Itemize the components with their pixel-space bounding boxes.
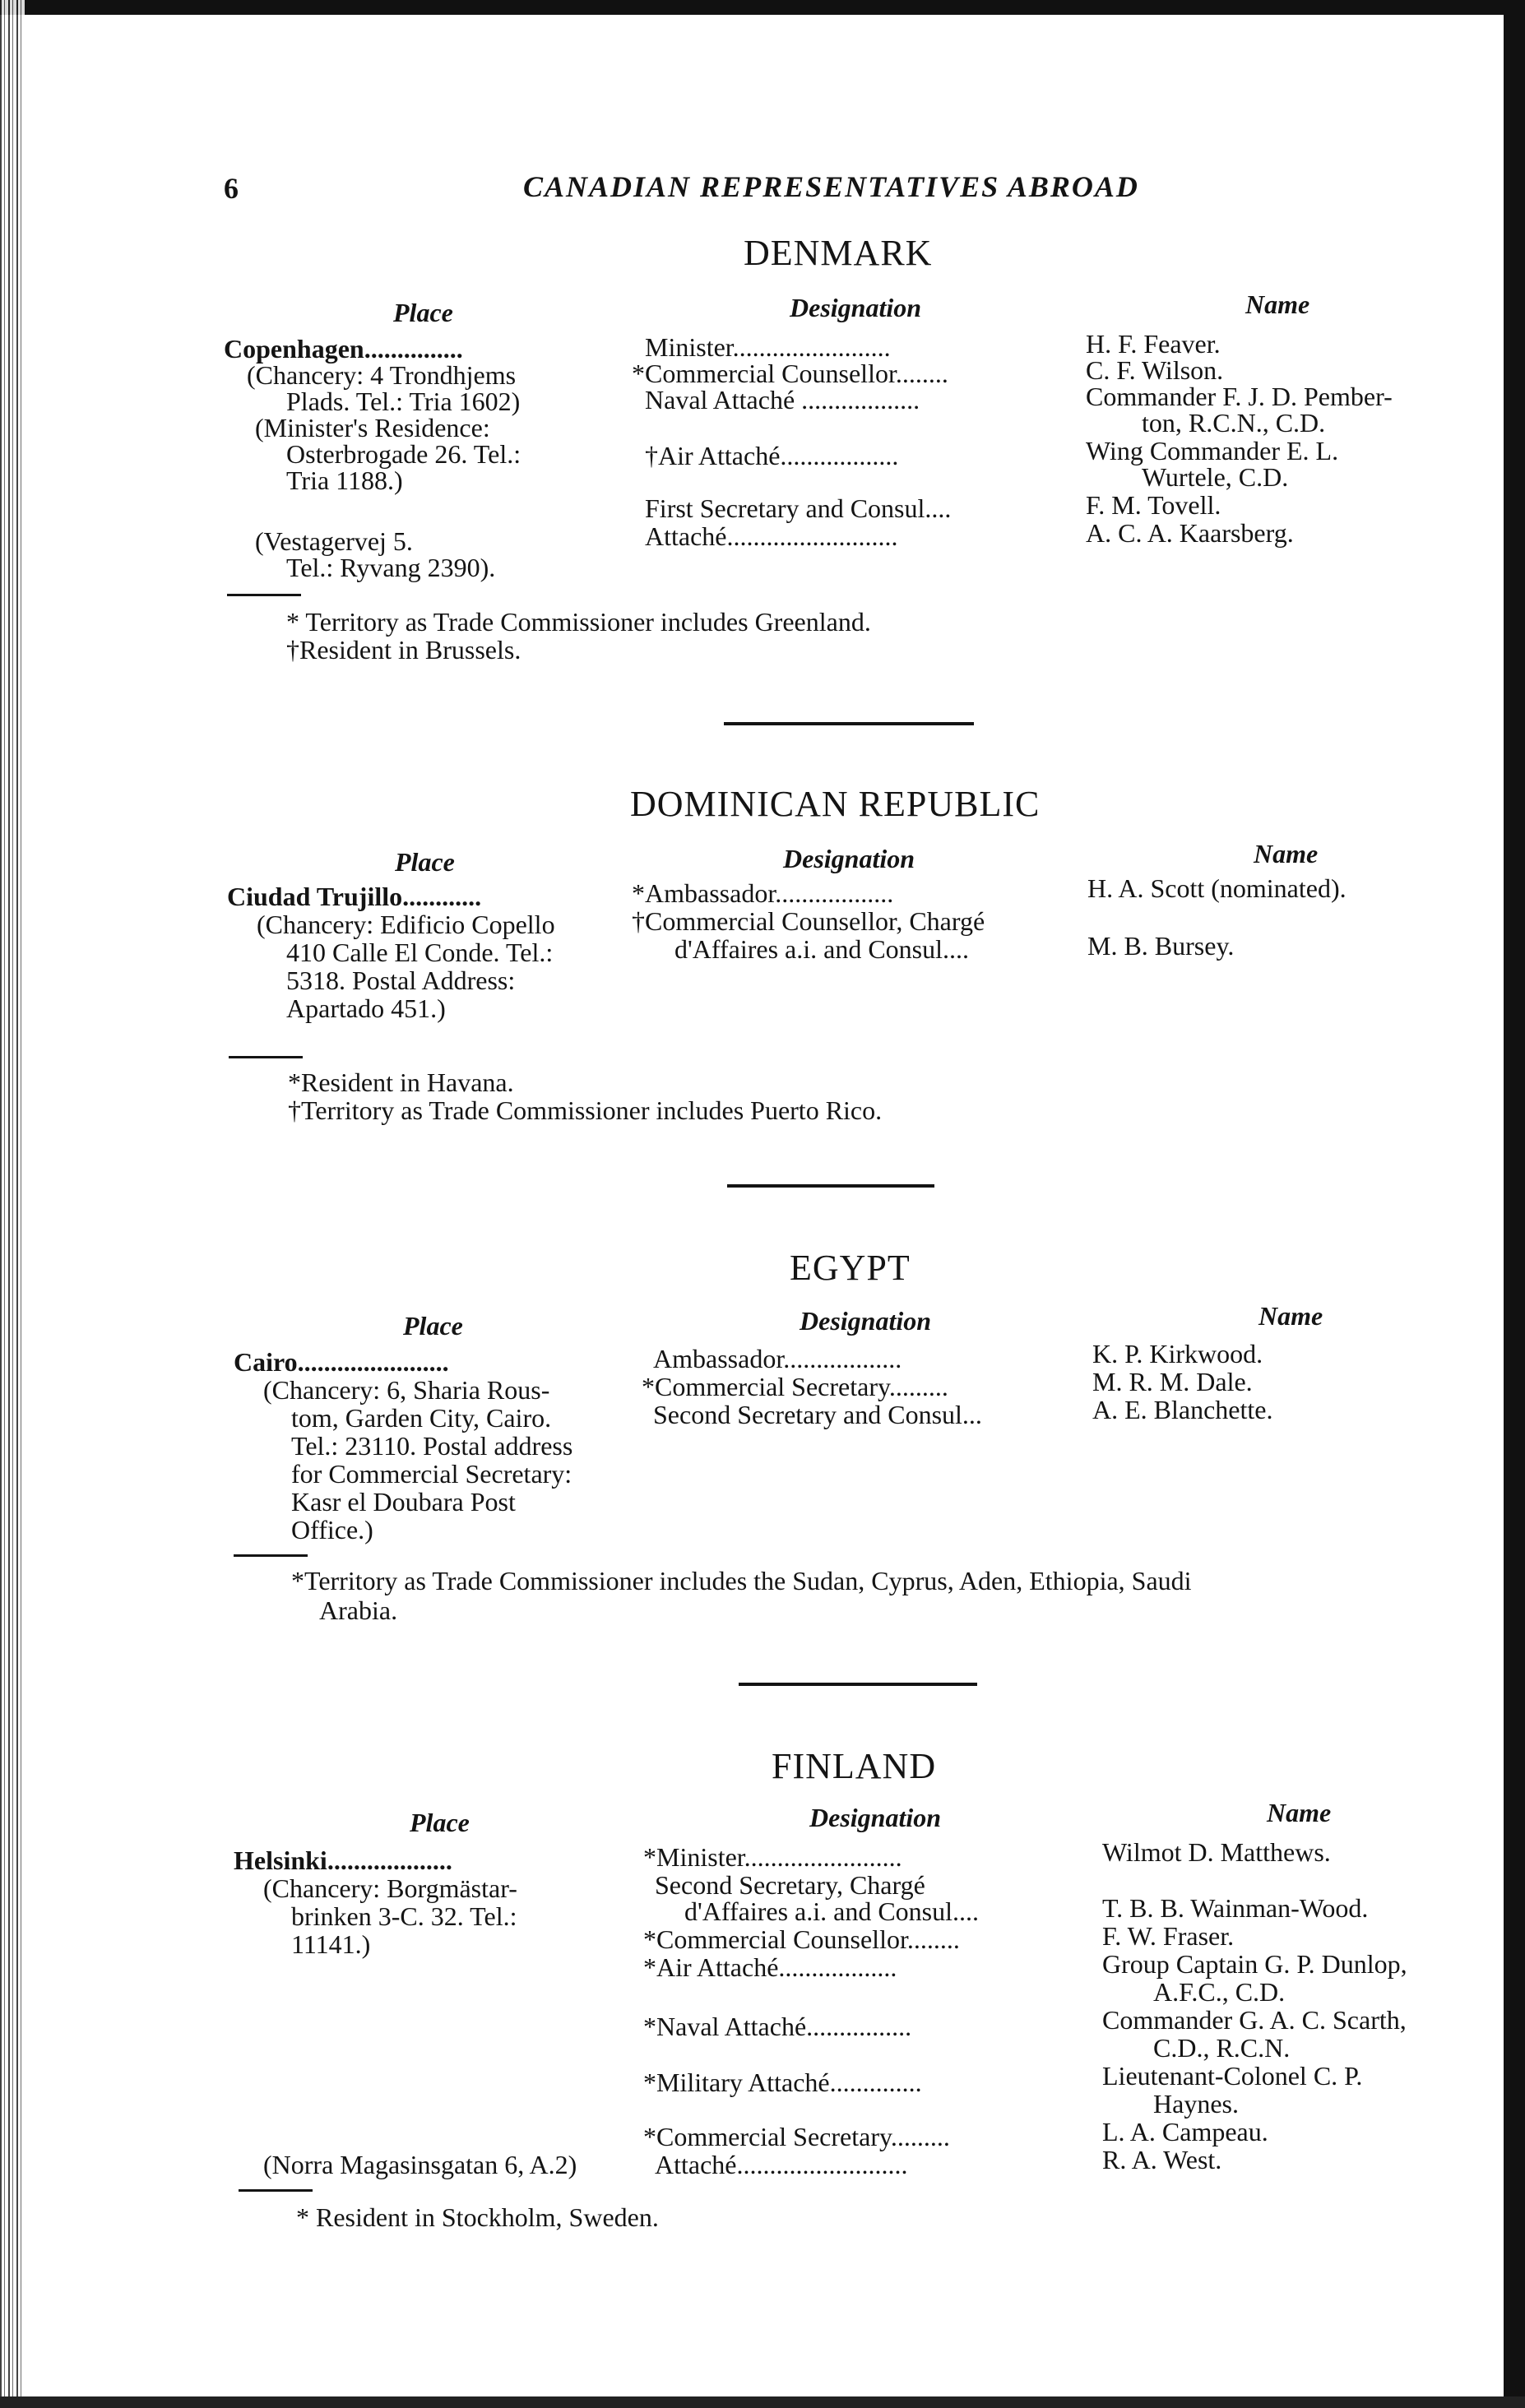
designation-line: *Commercial Secretary......... [643, 2122, 950, 2151]
name-line: C. F. Wilson. [1086, 355, 1224, 385]
place-line: (Vestagervej 5. [255, 526, 413, 556]
place-line: Cairo....................... [234, 1347, 449, 1377]
place-line: 410 Calle El Conde. Tel.: [286, 938, 554, 967]
designation-line: Second Secretary and Consul... [653, 1400, 982, 1429]
page-number: 6 [224, 172, 239, 205]
section-separator [724, 722, 974, 725]
designation-line: *Commercial Counsellor........ [643, 1924, 960, 1954]
footnote-rule [227, 594, 301, 596]
designation-line: *Minister........................ [643, 1842, 902, 1872]
designation-line: *Air Attaché.................. [643, 1952, 897, 1982]
scan-top-border [0, 0, 1525, 15]
place-line: Tel.: 23110. Postal address [291, 1431, 573, 1461]
scan-bottom-border [0, 2396, 1525, 2408]
column-header-designation: Designation [783, 844, 915, 873]
section-title-finland: FINLAND [772, 1746, 937, 1786]
name-line: A.F.C., C.D. [1153, 1977, 1286, 2007]
name-line: Commander F. J. D. Pember- [1086, 382, 1393, 411]
name-line: R. A. West. [1102, 2145, 1222, 2174]
footnote: *Resident in Havana. [288, 1067, 514, 1097]
place-line: Plads. Tel.: Tria 1602) [286, 387, 521, 416]
designation-line: d'Affaires a.i. and Consul.... [674, 934, 969, 964]
place-line: Office.) [291, 1515, 373, 1544]
place-line: 5318. Postal Address: [286, 966, 516, 995]
column-header-place: Place [395, 847, 455, 877]
designation-line: *Commercial Counsellor........ [632, 359, 948, 388]
column-header-name: Name [1258, 1301, 1323, 1331]
place-line: Tria 1188.) [286, 465, 403, 495]
name-line: Haynes. [1153, 2089, 1239, 2119]
place-line: (Norra Magasinsgatan 6, A.2) [263, 2150, 577, 2179]
footnote: †Territory as Trade Commissioner includes Puerto Rico. [288, 1095, 883, 1125]
designation-line: *Naval Attaché................ [643, 2012, 912, 2041]
place-line: for Commercial Secretary: [291, 1459, 572, 1489]
section-separator [739, 1683, 977, 1686]
designation-line: †Commercial Counsellor, Chargé [632, 906, 985, 936]
name-line: M. B. Bursey. [1087, 931, 1235, 961]
name-line: Group Captain G. P. Dunlop, [1102, 1949, 1407, 1979]
place-line: Kasr el Doubara Post [291, 1487, 516, 1517]
scan-right-border [1504, 0, 1525, 2408]
name-line: C.D., R.C.N. [1153, 2033, 1291, 2063]
column-header-name: Name [1245, 289, 1310, 319]
name-line: Lieutenant-Colonel C. P. [1102, 2061, 1363, 2091]
section-separator [727, 1184, 934, 1188]
name-line: Wing Commander E. L. [1086, 436, 1339, 465]
section-title-dominican-republic: DOMINICAN REPUBLIC [630, 784, 1041, 824]
footnote-rule [229, 1056, 303, 1058]
place-line: (Chancery: Edificio Copello [257, 910, 555, 939]
section-title-egypt: EGYPT [790, 1248, 911, 1288]
name-line: Commander G. A. C. Scarth, [1102, 2005, 1407, 2035]
running-head: CANADIAN REPRESENTATIVES ABROAD [523, 170, 1139, 203]
column-header-name: Name [1254, 839, 1319, 868]
designation-line: d'Affaires a.i. and Consul.... [684, 1896, 979, 1926]
designation-line: First Secretary and Consul.... [645, 493, 952, 523]
place-line: Ciudad Trujillo............ [227, 882, 482, 911]
place-line: (Chancery: Borgmästar- [263, 1873, 517, 1903]
designation-line: *Commercial Secretary......... [642, 1372, 948, 1401]
name-line: F. W. Fraser. [1102, 1921, 1235, 1951]
name-line: Wurtele, C.D. [1142, 462, 1289, 492]
place-line: Copenhagen............... [224, 334, 463, 364]
name-line: H. A. Scott (nominated). [1087, 873, 1347, 903]
name-line: A. C. A. Kaarsberg. [1086, 518, 1294, 548]
place-line: tom, Garden City, Cairo. [291, 1403, 552, 1433]
place-line: 11141.) [291, 1929, 371, 1959]
name-line: Wilmot D. Matthews. [1102, 1837, 1331, 1867]
name-line: L. A. Campeau. [1102, 2117, 1268, 2146]
designation-line: Second Secretary, Chargé [655, 1870, 925, 1900]
footnote: * Territory as Trade Commissioner includes Greenland. [286, 607, 871, 637]
column-header-place: Place [403, 1311, 463, 1341]
column-header-name: Name [1267, 1798, 1332, 1827]
place-line: (Minister's Residence: [255, 413, 490, 442]
name-line: T. B. B. Wainman-Wood. [1102, 1893, 1369, 1923]
name-line: M. R. M. Dale. [1092, 1367, 1253, 1396]
column-header-designation: Designation [800, 1306, 932, 1336]
designation-line: †Air Attaché.................. [645, 441, 899, 470]
place-line: Osterbrogade 26. Tel.: [286, 439, 521, 469]
place-line: (Chancery: 6, Sharia Rous- [263, 1375, 550, 1405]
place-line: Helsinki................... [234, 1845, 452, 1875]
name-line: ton, R.C.N., C.D. [1142, 408, 1326, 438]
designation-line: Attaché.......................... [645, 521, 898, 551]
designation-line: Attaché.......................... [655, 2150, 908, 2179]
place-line: Tel.: Ryvang 2390). [286, 553, 496, 582]
name-line: H. F. Feaver. [1086, 329, 1221, 359]
column-header-place: Place [393, 298, 453, 327]
designation-line: *Ambassador.................. [632, 878, 894, 908]
footnote-rule [234, 1554, 308, 1557]
name-line: F. M. Tovell. [1086, 490, 1221, 520]
column-header-designation: Designation [809, 1803, 942, 1832]
name-line: K. P. Kirkwood. [1092, 1339, 1263, 1368]
column-header-designation: Designation [790, 293, 922, 322]
section-title-denmark: DENMARK [744, 233, 933, 273]
footnote: *Territory as Trade Commissioner includes the Sudan, Cyprus, Aden, Ethiopia, Saudi [291, 1566, 1192, 1595]
footnote: Arabia. [319, 1595, 398, 1625]
column-header-place: Place [410, 1808, 470, 1837]
designation-line: Minister........................ [645, 332, 891, 362]
footnote: †Resident in Brussels. [286, 635, 521, 665]
scan-binding-edge [0, 0, 25, 2408]
place-line: (Chancery: 4 Trondhjems [247, 360, 517, 390]
footnote-rule [239, 2189, 313, 2192]
place-line: brinken 3-C. 32. Tel.: [291, 1901, 517, 1931]
designation-line: Ambassador.................. [653, 1344, 902, 1373]
footnote: * Resident in Stockholm, Sweden. [296, 2202, 659, 2232]
designation-line: Naval Attaché .................. [645, 385, 920, 414]
designation-line: *Military Attaché.............. [643, 2068, 922, 2097]
place-line: Apartado 451.) [286, 993, 446, 1023]
name-line: A. E. Blanchette. [1092, 1395, 1273, 1424]
